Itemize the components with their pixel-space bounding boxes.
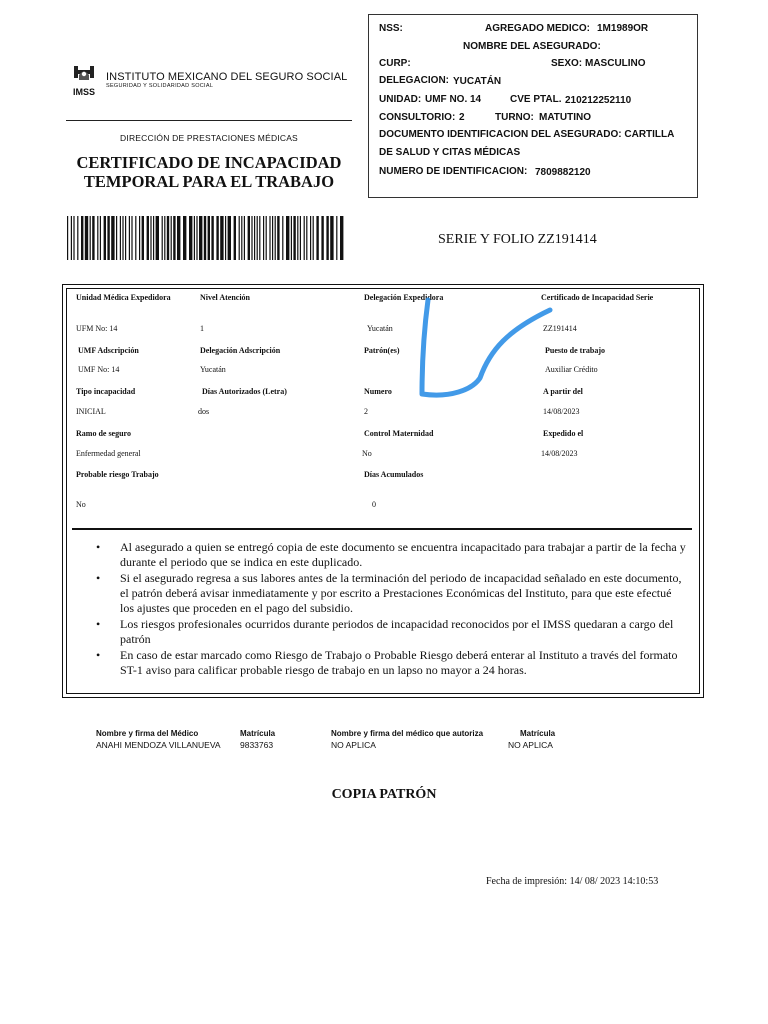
- barcode-bar: [162, 216, 163, 260]
- barcode-bar: [211, 216, 213, 260]
- delegacion-expedidora-label: Delegación Expedidora: [364, 293, 444, 302]
- delegacion-label: DELEGACION:: [379, 75, 449, 86]
- nivel-atencion-value: 1: [200, 324, 204, 333]
- barcode-bar: [81, 216, 83, 260]
- barcode-bar: [150, 216, 151, 260]
- unidad-value: UMF NO. 14: [425, 94, 482, 105]
- agregado-value: 1M1989OR: [597, 23, 649, 34]
- dias-autorizados-value: dos: [198, 407, 210, 416]
- barcode-bar: [293, 216, 295, 260]
- unidad-medica-value: UFM No: 14: [76, 324, 118, 333]
- barcode-bar: [316, 216, 318, 260]
- control-maternidad-value: No: [362, 449, 372, 458]
- barcode-bar: [199, 216, 202, 260]
- ramo-seguro-value: Enfermedad general: [76, 449, 141, 458]
- barcode-bar: [254, 216, 255, 260]
- barcode-bar: [67, 216, 68, 260]
- turno-label: TURNO:: [495, 112, 534, 123]
- barcode-bar: [183, 216, 186, 260]
- barcode-bar: [97, 216, 98, 260]
- barcode-bar: [171, 216, 172, 260]
- consultorio-value: 2: [459, 112, 465, 123]
- matricula2-value: NO APLICA: [508, 740, 553, 750]
- hand-drawn-scribble: [400, 290, 570, 410]
- matricula-label: Matrícula: [240, 729, 276, 738]
- delegacion-adscripcion-value: Yucatán: [200, 365, 226, 374]
- barcode-bar: [111, 216, 114, 260]
- barcode-bar: [251, 216, 252, 260]
- barcode-bar: [330, 216, 333, 260]
- serie-folio: SERIE Y FOLIO ZZ191414: [438, 232, 597, 247]
- certificate-title-line2: TEMPORAL PARA EL TRABAJO: [83, 172, 335, 191]
- turno-value: MATUTINO: [539, 112, 592, 123]
- expedido-value: 14/08/2023: [541, 449, 578, 458]
- tipo-incapacidad-value: INICIAL: [76, 407, 106, 416]
- barcode-bar: [239, 216, 240, 260]
- barcode-bar: [266, 216, 267, 260]
- dias-acumulados-label: Días Acumulados: [364, 470, 424, 479]
- barcode-bar: [139, 216, 140, 260]
- fecha-impresion: Fecha de impresión: 14/ 08/ 2023 14:10:53: [486, 876, 659, 887]
- probable-riesgo-value: No: [76, 500, 86, 509]
- barcode-bar: [326, 216, 328, 260]
- barcode-bar: [297, 216, 298, 260]
- barcode-bar: [269, 216, 270, 260]
- barcode-bar: [194, 216, 195, 260]
- barcode-bar: [107, 216, 109, 260]
- numero-identificacion-label: NUMERO DE IDENTIFICACION:: [379, 166, 528, 177]
- barcode-bar: [241, 216, 242, 260]
- control-maternidad-label: Control Maternidad: [364, 429, 434, 438]
- barcode-bar: [291, 216, 292, 260]
- barcode-bar: [263, 216, 264, 260]
- direction-title: DIRECCIÓN DE PRESTACIONES MÉDICAS: [120, 133, 298, 143]
- certificate-title: [66, 153, 352, 191]
- barcode-bar: [282, 216, 283, 260]
- numero-identificacion-value: 7809882120: [535, 167, 591, 178]
- barcode-bar: [196, 216, 197, 260]
- nivel-atencion-label: Nivel Atención: [200, 293, 250, 302]
- barcode-bar: [122, 216, 123, 260]
- barcode-bar: [234, 216, 236, 260]
- cve-value: 210212252110: [565, 95, 632, 106]
- institution-motto: SEGURIDAD Y SOLIDARIDAD SOCIAL: [106, 83, 214, 89]
- bullet-icon: •: [96, 571, 101, 585]
- probable-riesgo-label: Probable riesgo Trabajo: [76, 470, 159, 479]
- a-partir-label: A partir del: [543, 387, 583, 396]
- bullet-icon: •: [96, 540, 101, 554]
- barcode-bar: [90, 216, 91, 260]
- puesto-trabajo-value: Auxiliar Crédito: [545, 365, 598, 374]
- barcode-bar: [340, 216, 343, 260]
- imss-logo-icon: [70, 64, 98, 98]
- agregado-label: AGREGADO MEDICO:: [485, 23, 590, 34]
- barcode-bar: [228, 216, 231, 260]
- barcode-bar: [100, 216, 101, 260]
- certificado-serie-label: Certificado de Incapacidad Serie: [541, 293, 654, 302]
- bullet-icon: •: [96, 648, 101, 662]
- copy-type-title: COPIA PATRÓN: [331, 787, 437, 802]
- barcode-bar: [304, 216, 305, 260]
- barcode-bar: [92, 216, 94, 260]
- barcode-bar: [310, 216, 311, 260]
- barcode: [67, 216, 345, 260]
- matricula2-label: Matrícula: [520, 729, 556, 738]
- barcode-bar: [244, 216, 245, 260]
- note-item: • Al asegurado a quien se entregó copia de este documento se encuentra incapacitado para trabajar a partir de la fecha y durante el periodo que se indica en este duplicado.: [96, 540, 686, 569]
- medico-value: ANAHI MENDOZA VILLANUEVA: [96, 740, 221, 750]
- note-item: • Los riesgos profesionales ocurridos durante periodos de incapacidad reconocidos por el IMSS quedaran a cargo del patrón: [96, 617, 674, 646]
- barcode-bar: [300, 216, 301, 260]
- note-item: • Si el asegurado regresa a sus labores antes de la terminación del periodo de incapacidad señalado en este documento, el patrón deberá avisar inmediatamente y por escrito a Prestaciones Económicas del Instituto, para que este efectué los ajustes que proceden en el pago del subsidio.: [96, 571, 682, 615]
- barcode-bar: [336, 216, 337, 260]
- barcode-bar: [173, 216, 175, 260]
- medico-label: Nombre y firma del Médico: [96, 729, 199, 738]
- barcode-bar: [147, 216, 149, 260]
- nss-label: NSS:: [379, 23, 403, 34]
- barcode-bar: [321, 216, 323, 260]
- delegacion-value: YUCATÁN: [453, 76, 502, 87]
- header-divider: [66, 120, 352, 121]
- barcode-bar: [77, 216, 78, 260]
- documento-line2: DE SALUD Y CITAS MÉDICAS: [379, 147, 521, 158]
- notes-list: [96, 540, 686, 679]
- barcode-bar: [275, 216, 276, 260]
- barcode-bar: [220, 216, 223, 260]
- barcode-bar: [257, 216, 258, 260]
- barcode-bar: [156, 216, 159, 260]
- certificado-serie-value: ZZ191414: [543, 324, 577, 333]
- certificate-title-line1: CERTIFICADO DE INCAPACIDAD: [76, 153, 342, 172]
- puesto-trabajo-label: Puesto de trabajo: [545, 346, 605, 355]
- barcode-bar: [216, 216, 218, 260]
- documento-line1: DOCUMENTO IDENTIFICACION DEL ASEGURADO: CARTILLA: [379, 129, 675, 140]
- matricula-value: 9833763: [240, 740, 274, 750]
- barcode-bar: [272, 216, 273, 260]
- cve-label: CVE PTAL.: [510, 94, 562, 105]
- barcode-bar: [225, 216, 226, 260]
- barcode-bar: [71, 216, 72, 260]
- barcode-bar: [167, 216, 169, 260]
- a-partir-value: 14/08/2023: [543, 407, 580, 416]
- barcode-bar: [189, 216, 192, 260]
- numero-value: 2: [364, 407, 368, 416]
- unidad-label: UNIDAD:: [379, 94, 422, 105]
- barcode-bar: [313, 216, 314, 260]
- barcode-bar: [129, 216, 130, 260]
- umf-adscripcion-value: UMF No: 14: [78, 365, 120, 374]
- barcode-bar: [85, 216, 88, 260]
- asegurado-info-box: [368, 14, 698, 198]
- barcode-bar: [248, 216, 250, 260]
- tipo-incapacidad-label: Tipo incapacidad: [76, 387, 136, 396]
- barcode-bar: [164, 216, 165, 260]
- barcode-bar: [142, 216, 144, 260]
- barcode-bar: [177, 216, 180, 260]
- barcode-bar: [204, 216, 206, 260]
- umf-adscripcion-label: UMF Adscripción: [78, 346, 139, 355]
- barcode-bar: [306, 216, 307, 260]
- medico-autoriza-value: NO APLICA: [331, 740, 376, 750]
- barcode-bar: [259, 216, 260, 260]
- barcode-bar: [120, 216, 121, 260]
- nombre-asegurado-label: NOMBRE DEL ASEGURADO:: [463, 41, 601, 52]
- barcode-bar: [277, 216, 279, 260]
- delegacion-expedidora-value: Yucatán: [367, 324, 393, 333]
- dias-acumulados-value: 0: [372, 500, 376, 509]
- patron-label: Patrón(es): [364, 346, 400, 355]
- consultorio-label: CONSULTORIO:: [379, 112, 456, 123]
- barcode-bar: [208, 216, 210, 260]
- barcode-bar: [104, 216, 106, 260]
- medico-autoriza-label: Nombre y firma del médico que autoriza: [331, 729, 484, 738]
- barcode-bar: [125, 216, 126, 260]
- barcode-bar: [73, 216, 74, 260]
- curp-label: CURP:: [379, 58, 411, 69]
- sexo-label: SEXO:: [551, 58, 583, 69]
- barcode-bar: [286, 216, 289, 260]
- dias-autorizados-label: Días Autorizados (Letra): [202, 387, 287, 396]
- unidad-medica-label: Unidad Médica Expedidora: [76, 293, 171, 302]
- note-item: • En caso de estar marcado como Riesgo de Trabajo o Probable Riesgo deberá enterar al Instituto a través del formato ST-1 aviso para calificar probable riesgo de trabajo en un lapso no mayor a 24 horas.: [96, 648, 678, 677]
- ramo-seguro-label: Ramo de seguro: [76, 429, 131, 438]
- logo-text: IMSS: [72, 87, 96, 97]
- barcode-bar: [131, 216, 132, 260]
- numero-label: Numero: [364, 387, 392, 396]
- institution-name: INSTITUTO MEXICANO DEL SEGURO SOCIAL: [106, 71, 348, 83]
- delegacion-adscripcion-label: Delegación Adscripción: [200, 346, 281, 355]
- table-notes-divider: [72, 528, 692, 530]
- barcode-bar: [116, 216, 117, 260]
- sexo-value: MASCULINO: [585, 58, 646, 69]
- barcode-bar: [135, 216, 136, 260]
- expedido-label: Expedido el: [543, 429, 584, 438]
- barcode-bar: [153, 216, 154, 260]
- bullet-icon: •: [96, 617, 101, 631]
